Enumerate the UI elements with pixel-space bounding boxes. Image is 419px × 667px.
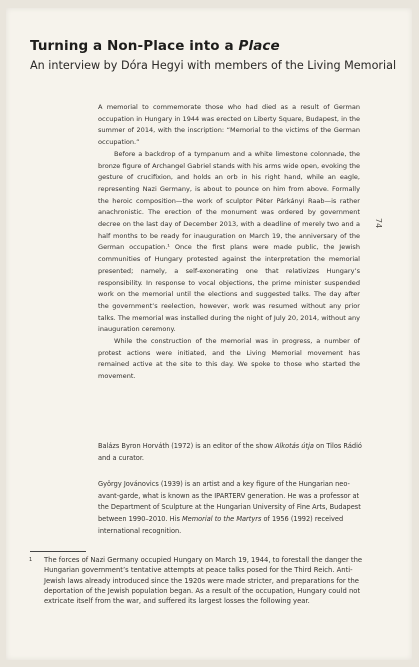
article-title: [30, 38, 280, 54]
body-paragraph-2: Before a backdrop of a tympanum and a white limestone colonnade, the bronze figure of Archangel Gabriel stands with his arms wide open, evoking the gesture of crucifixion, and holds an orb in his right hand, while an eagle, representing Nazi Germany, is about to pounce on him from above. Formally the heroic composition—the work of sculptor Péter Párkányi Raab—is rather anachronistic. The erection of the monument was ordered by government decree on the last day of December 2013, with a deadline of merely two and a half months to be ready for inauguration on March 19, the anniversary of the German occupation.¹ Once the first plans were made public, the Jewish communities of Hungary protested against the interpretation the memorial presented; namely, a self-exonerating one that relativizes Hungary’s responsibility. In response to vocal objections, the prime minister suspended work on the memorial until the elections and suggested talks. The day after the government’s reelection, however, work was resumed without any prior talks. The memorial was installed during the night of July 20, 2014, without any inauguration ceremony.: [98, 149, 360, 334]
footnote-text: The forces of Nazi Germany occupied Hungary on March 19, 1944, to forestall the danger the Hungarian government’s tentative attempts at peace talks posed for the Third Reich. Anti-Jewish laws already introduced since the 1920s were made stricter, and preparations for the deportation of the Jewish population began. As a result of the occupation, Hungary could not extricate itself from the war, and suffered its largest losses the following year.: [44, 556, 363, 606]
footnote-divider: [30, 551, 86, 552]
page-number: 74: [374, 218, 383, 229]
bio-jovanovics: [98, 479, 366, 538]
bio-jovanovics-text-end: of 1956 (1992) received international recognition.: [98, 515, 344, 535]
title-main-text: Turning a Non-Place into a: [30, 38, 239, 54]
bio-horvath-show-title: Alkotás útja: [274, 442, 314, 450]
bio-horvath: [98, 441, 366, 464]
body-paragraph-3: While the construction of the memorial was in progress, a number of protest actions were initiated, and the Living Memorial movement has remained active at the site to this day. We spoke to those who started the movement.: [98, 337, 360, 381]
bio-jovanovics-text: György Jovánovics (1939) is an artist and a key figure of the Hungarian neo-avant-garde, what is known as the IPARTERV generation. He was a professor at the Department of Sculpture at the Hungarian University of Fine Arts, Budapest between 1990–2010. His: [98, 480, 361, 524]
body-paragraph-1: A memorial to commemorate those who had died as a result of German occupation in Hungary in 1944 was erected on Liberty Square, Budapest, in the summer of 2014, with the inscription: “Memorial to the victims of the German occupation.”: [98, 103, 360, 147]
article-subtitle: An interview by Dóra Hegyi with members of the Living Memorial: [30, 59, 397, 72]
footnote-number: 1: [29, 557, 33, 563]
article-body: [98, 102, 360, 383]
bio-horvath-text-end: on Tilos Rádió and a curator.: [98, 442, 362, 462]
bio-horvath-text: Balázs Byron Horváth (1972) is an editor of the show: [98, 442, 275, 450]
footnote: [30, 555, 372, 606]
bio-jovanovics-work-title: Memorial to the Martyrs: [181, 515, 262, 524]
title-emphasis-text: Place: [238, 38, 280, 54]
